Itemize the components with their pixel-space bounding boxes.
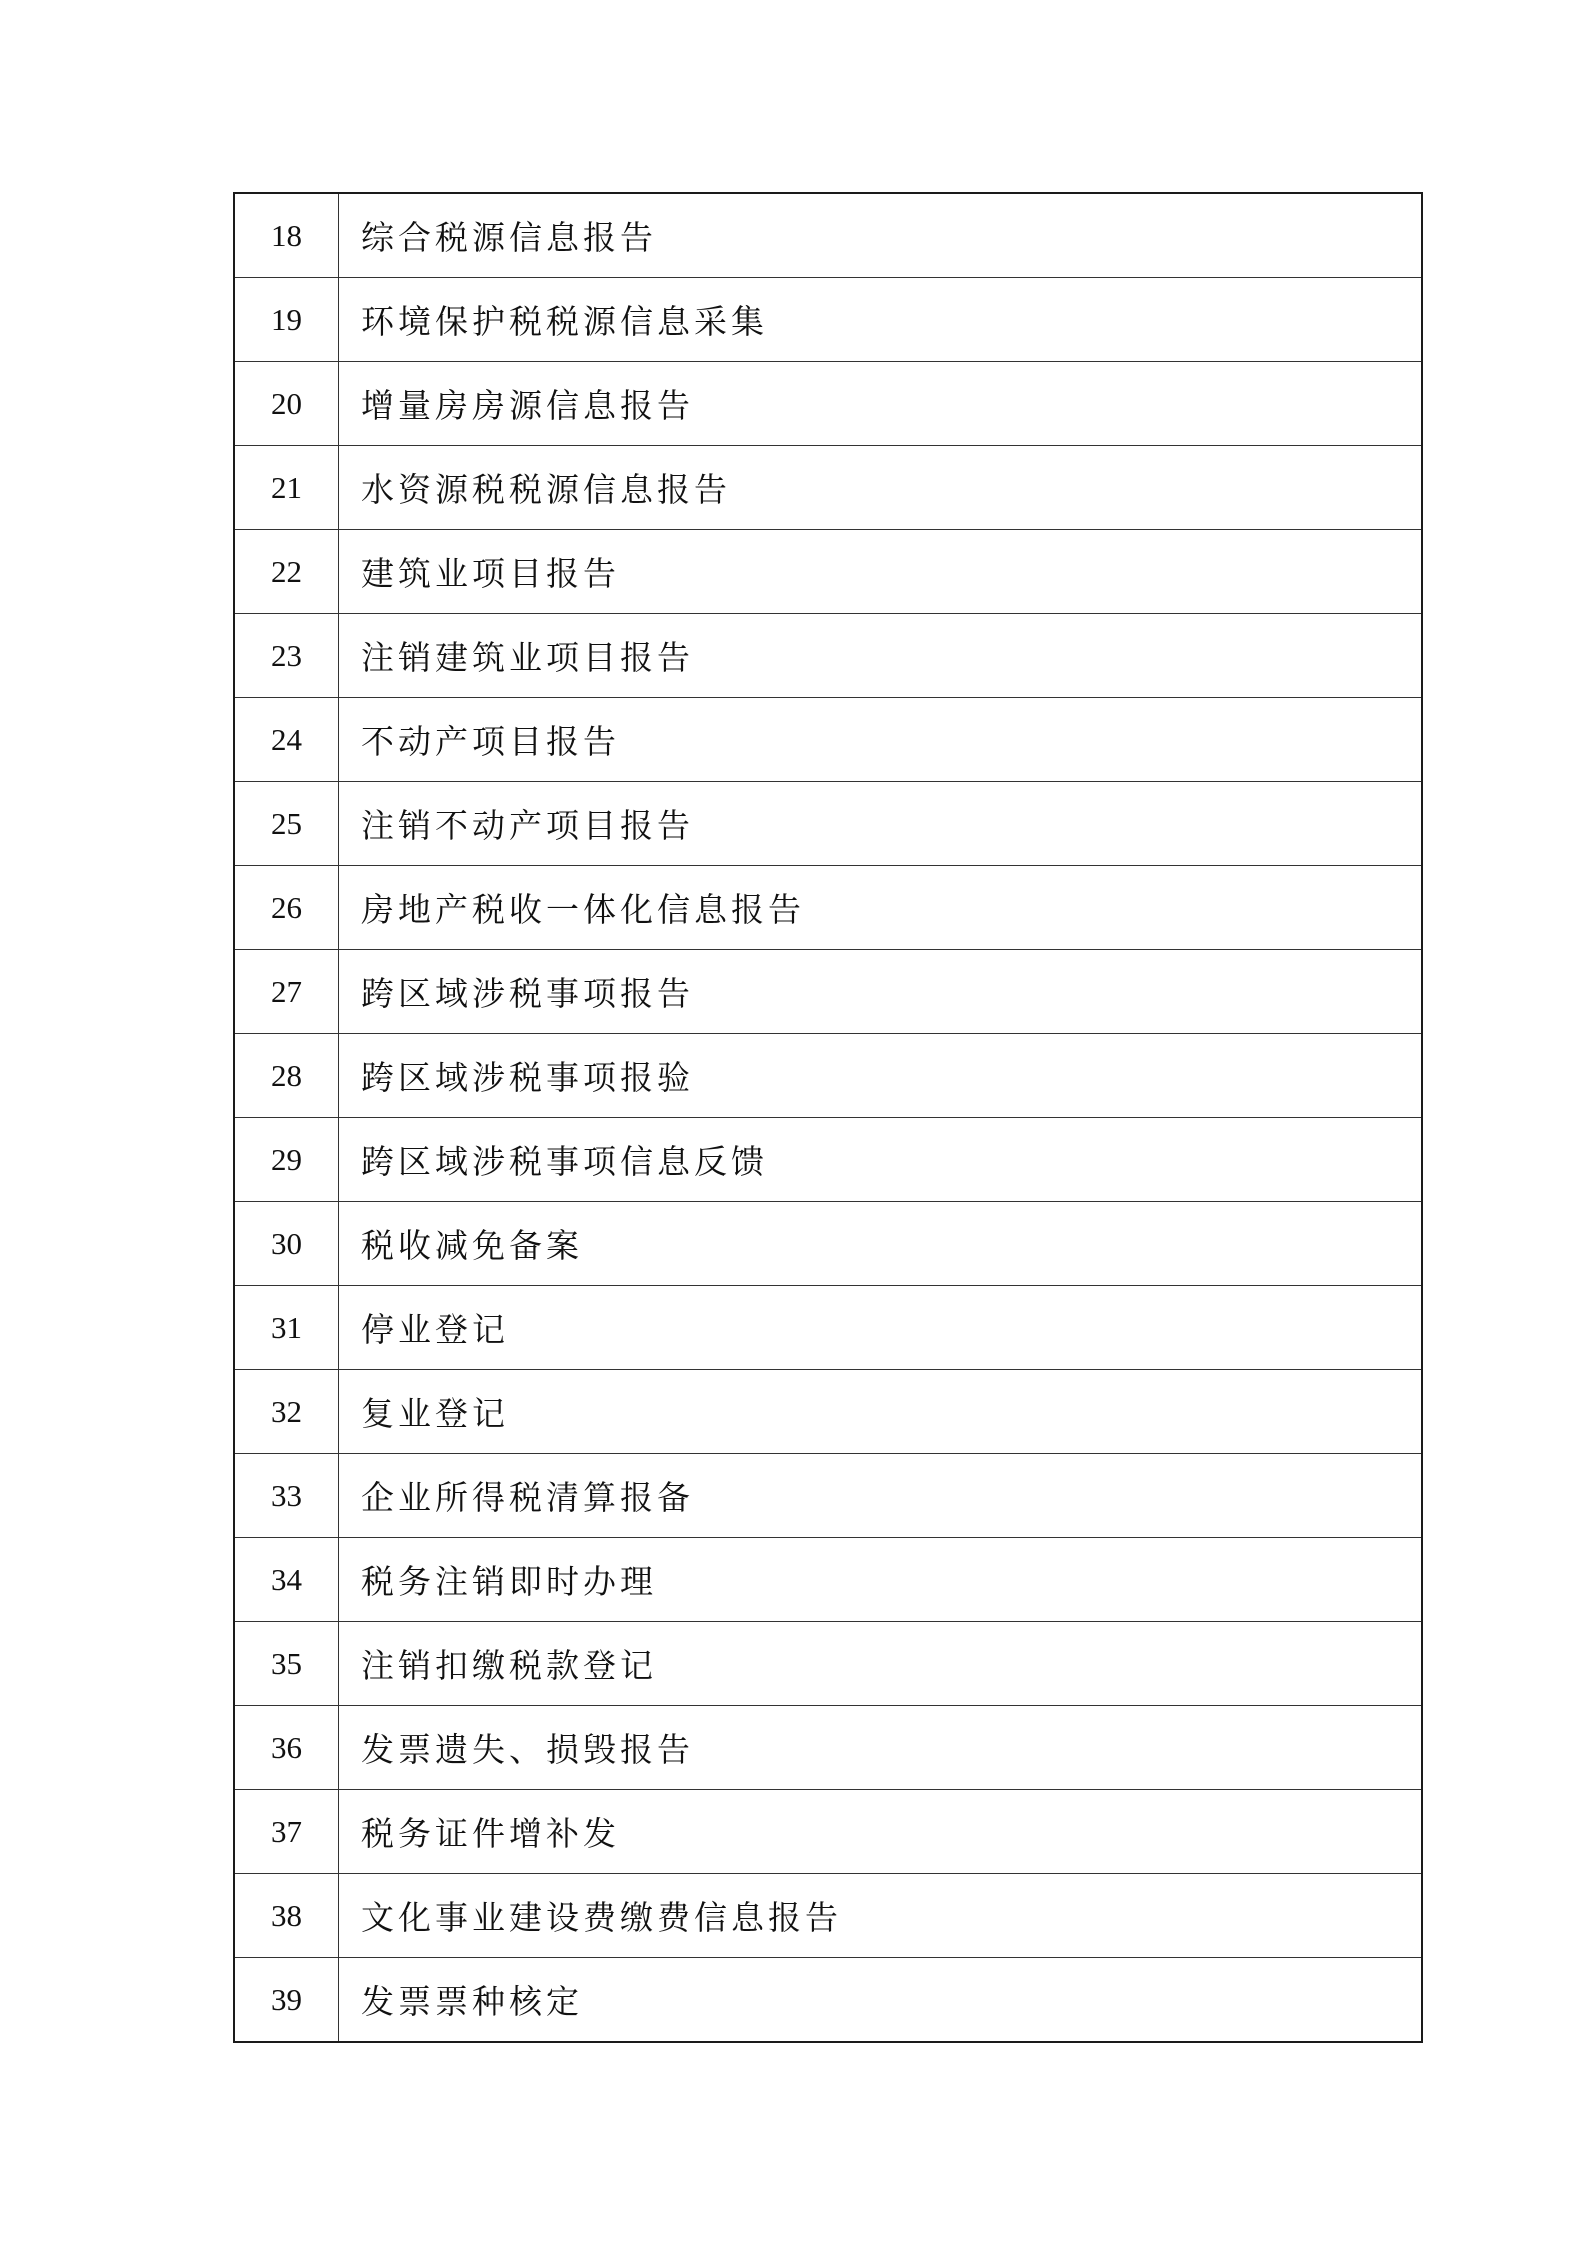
row-item-name: 建筑业项目报告 [339, 530, 1423, 614]
row-number: 36 [234, 1706, 339, 1790]
table-body [234, 193, 1422, 2042]
row-item-name: 停业登记 [339, 1286, 1423, 1370]
row-item-name: 综合税源信息报告 [339, 193, 1423, 278]
row-item-name: 增量房房源信息报告 [339, 362, 1423, 446]
row-number: 25 [234, 782, 339, 866]
row-number: 39 [234, 1958, 339, 2043]
table-row [234, 1286, 1422, 1370]
table-row [234, 1958, 1422, 2043]
table-row [234, 614, 1422, 698]
table-row [234, 782, 1422, 866]
row-item-name: 税务证件增补发 [339, 1790, 1423, 1874]
row-item-name: 发票票种核定 [339, 1958, 1423, 2043]
table-row [234, 1706, 1422, 1790]
row-item-name: 跨区域涉税事项报告 [339, 950, 1423, 1034]
row-number: 32 [234, 1370, 339, 1454]
table-row [234, 1454, 1422, 1538]
tax-items-table [233, 192, 1423, 2043]
row-number: 37 [234, 1790, 339, 1874]
row-item-name: 水资源税税源信息报告 [339, 446, 1423, 530]
table-row [234, 193, 1422, 278]
row-item-name: 税务注销即时办理 [339, 1538, 1423, 1622]
table-row [234, 1202, 1422, 1286]
row-item-name: 发票遗失、损毁报告 [339, 1706, 1423, 1790]
row-number: 28 [234, 1034, 339, 1118]
table-row [234, 1538, 1422, 1622]
table-row [234, 278, 1422, 362]
row-item-name: 企业所得税清算报备 [339, 1454, 1423, 1538]
row-item-name: 注销建筑业项目报告 [339, 614, 1423, 698]
row-number: 21 [234, 446, 339, 530]
table-row [234, 1118, 1422, 1202]
row-number: 30 [234, 1202, 339, 1286]
row-number: 22 [234, 530, 339, 614]
row-number: 35 [234, 1622, 339, 1706]
table-row [234, 530, 1422, 614]
table-row [234, 866, 1422, 950]
row-item-name: 跨区域涉税事项报验 [339, 1034, 1423, 1118]
table-row [234, 950, 1422, 1034]
table-row [234, 1370, 1422, 1454]
row-number: 34 [234, 1538, 339, 1622]
row-number: 23 [234, 614, 339, 698]
row-number: 29 [234, 1118, 339, 1202]
row-item-name: 房地产税收一体化信息报告 [339, 866, 1423, 950]
table-row [234, 1790, 1422, 1874]
row-item-name: 跨区域涉税事项信息反馈 [339, 1118, 1423, 1202]
row-number: 31 [234, 1286, 339, 1370]
row-item-name: 复业登记 [339, 1370, 1423, 1454]
row-item-name: 税收减免备案 [339, 1202, 1423, 1286]
table-row [234, 1622, 1422, 1706]
row-number: 18 [234, 193, 339, 278]
row-number: 27 [234, 950, 339, 1034]
row-number: 24 [234, 698, 339, 782]
table-row [234, 1034, 1422, 1118]
row-item-name: 注销扣缴税款登记 [339, 1622, 1423, 1706]
row-item-name: 环境保护税税源信息采集 [339, 278, 1423, 362]
row-number: 20 [234, 362, 339, 446]
table-row [234, 446, 1422, 530]
row-number: 33 [234, 1454, 339, 1538]
row-number: 38 [234, 1874, 339, 1958]
row-number: 19 [234, 278, 339, 362]
row-number: 26 [234, 866, 339, 950]
table-row [234, 698, 1422, 782]
table-row [234, 1874, 1422, 1958]
table-row [234, 362, 1422, 446]
row-item-name: 注销不动产项目报告 [339, 782, 1423, 866]
row-item-name: 不动产项目报告 [339, 698, 1423, 782]
row-item-name: 文化事业建设费缴费信息报告 [339, 1874, 1423, 1958]
